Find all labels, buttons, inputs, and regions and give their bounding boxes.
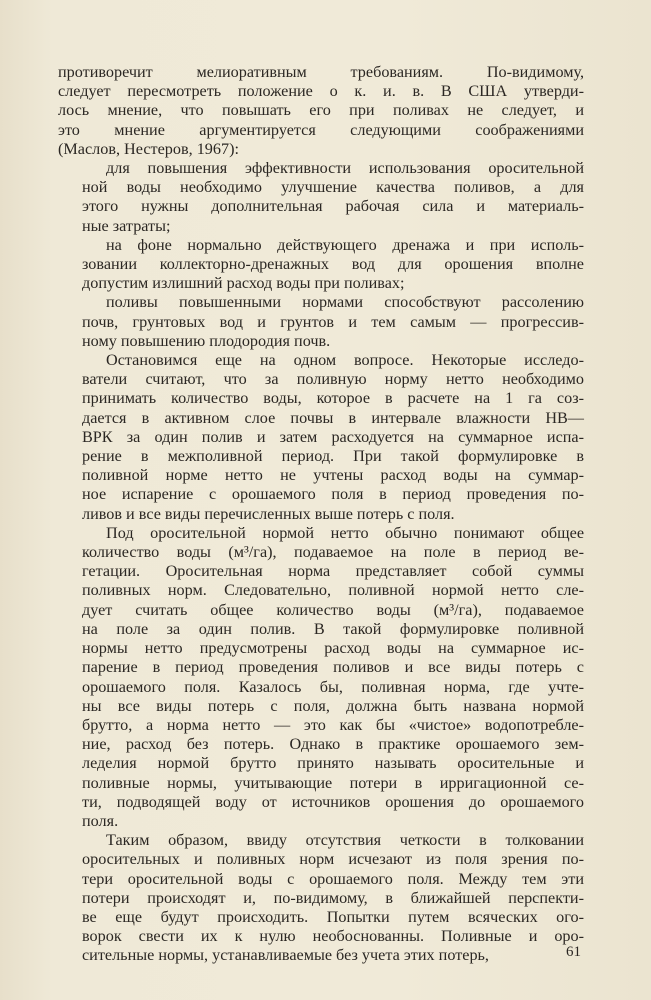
text-line: нормы нетто предусмотрены расход воды на суммарное ис- (82, 639, 584, 658)
text-line: допустим излишний расход воды при поливах; (82, 274, 405, 293)
paragraph (58, 351, 584, 524)
text-line: ному повышению плодородия почв. (82, 331, 331, 350)
text-line: зовании коллекторно-дренажных вод для орошения вполне (82, 255, 584, 274)
text-line: на поле за один полив. В такой формулировке поливной (82, 619, 584, 638)
text-line: брутто, а норма нетто — это как бы «чистое» водопотребле- (82, 715, 584, 734)
text-line: Таким образом, ввиду отсутствия четкости в толковании (106, 831, 584, 850)
text-line: оросительных и поливных норм исчезают из поля зрения по- (82, 850, 584, 869)
text-line: Под оросительной нормой нетто обычно понимают общее (106, 523, 584, 542)
text-line: поливных норм. Следовательно, поливной нормой нетто сле- (82, 581, 584, 600)
text-line: ворок свести их к нулю необоснованны. Поливные и оро- (82, 927, 584, 946)
text-line: принимать количество воды, которое в расчете на 1 га соз- (82, 389, 584, 408)
text-line: дается в активном слое почвы в интервале влажности НВ— (82, 408, 584, 427)
paragraph (58, 63, 584, 159)
body-text (58, 63, 584, 966)
text-line: ватели считают, что за поливную норму нетто необходимо (82, 370, 584, 389)
text-line: почв, грунтовых вод и грунтов и тем самым — прогрессив- (82, 312, 584, 331)
paragraph (58, 236, 584, 294)
text-line: тери оросительной воды с орошаемого поля. Между тем эти (82, 869, 584, 888)
text-line: Остановимся еще на одном вопросе. Некоторые исследо- (106, 351, 584, 370)
text-line: гетации. Оросительная норма представляет собой суммы (82, 562, 584, 581)
text-line: ние, расход без потерь. Однако в практике орошаемого зем- (82, 735, 584, 754)
text-line: леделия нормой брутто принято называть оросительные и (82, 754, 584, 773)
text-line: орошаемого поля. Казалось бы, поливная норма, где учте- (82, 677, 584, 696)
text-line: поля. (82, 811, 119, 830)
text-line: количество воды (м³/га), подаваемое на поле в период ве- (82, 543, 584, 562)
text-line: (Маслов, Нестеров, 1967): (58, 139, 239, 158)
text-line: потери происходят и, по-видимому, в ближайшей перспекти- (82, 888, 584, 907)
paragraph (58, 293, 584, 351)
page-number: 61 (566, 944, 581, 960)
text-line: поливной норме нетто не учтены расход воды на суммар- (82, 466, 584, 485)
text-line: ве еще будут происходить. Попытки путем всяческих ого- (82, 907, 584, 926)
text-line: ные затраты; (82, 216, 171, 235)
text-line: поливы повышенными нормами способствуют рассолению (106, 293, 584, 312)
text-line: ВРК за один полив и затем расходуется на суммарное испа- (82, 427, 584, 446)
text-line: сительные нормы, устанавливаемые без учета этих потерь, (82, 946, 489, 965)
text-line: ти, подводящей воду от источников орошения до орошаемого (82, 792, 584, 811)
text-line: противоречит мелиоративным требованиям. По-видимому, (58, 63, 584, 81)
text-line: поливные нормы, учитывающие потери в ирригационной се- (82, 773, 584, 792)
text-line: на фоне нормально действующего дренажа и при исполь- (106, 235, 584, 254)
text-line: ное испарение с орошаемого поля в период проведения по- (82, 485, 584, 504)
text-line: следует пересмотреть положение о к. и. в. В США утверди- (58, 82, 584, 101)
text-line: ливов и все виды перечисленных выше потерь с поля. (82, 504, 455, 523)
text-line: этого нужны дополнительная рабочая сила и материаль- (82, 197, 584, 216)
text-line: дует считать общее количество воды (м³/га), подаваемое (82, 600, 584, 619)
text-line: рение в межполивной период. При такой формулировке в (82, 447, 584, 466)
text-line: ны все виды потерь с поля, должна быть названа нормой (82, 696, 584, 715)
text-line: для повышения эффективности использования оросительной (106, 159, 584, 178)
paragraph (58, 524, 584, 831)
text-line: это мнение аргументируется следующими соображениями (58, 120, 584, 139)
paragraph (58, 159, 584, 236)
text-line: ной воды необходимо улучшение качества поливов, а для (82, 178, 584, 197)
text-line: парение в период проведения поливов и все виды потерь с (82, 658, 584, 677)
text-line: лось мнение, что повышать его при поливах не следует, и (58, 101, 584, 120)
paragraph (58, 831, 584, 965)
